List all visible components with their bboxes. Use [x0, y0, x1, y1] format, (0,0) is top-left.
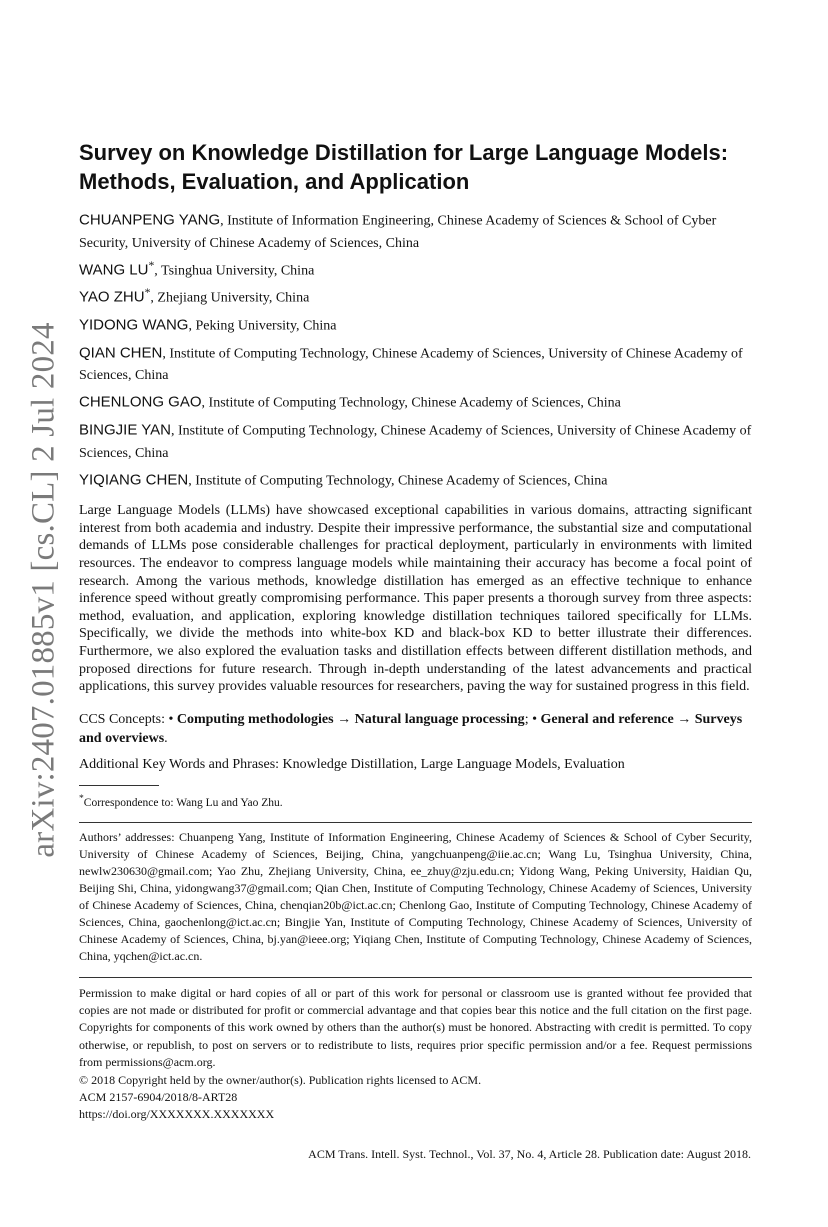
author-name: QIAN CHEN [79, 344, 163, 362]
author-entry [79, 338, 752, 388]
footnote-mark: * [79, 792, 84, 804]
section-divider [79, 822, 752, 823]
author-affiliation: , Institute of Computing Technology, Chinese Academy of Sciences, University of Chinese Academy of Sciences, China [79, 346, 743, 384]
ccs-suffix: . [164, 730, 168, 746]
ccs-prefix: CCS Concepts: • [79, 711, 177, 727]
author-affiliation: , Institute of Computing Technology, Chinese Academy of Sciences, University of Chinese Academy of Sciences, China [79, 423, 752, 461]
authors-addresses: Authors’ addresses: Chuanpeng Yang, Institute of Information Engineering, Chinese Academy of Sciences & School of Cyber Security, University of Chinese Academy of Sciences, Beijing, China, yangchuanpeng@iie.ac.cn; Wang Lu, Tsinghua University, China, newlw230630@gmail.com; Yao Zhu, Zhejiang University, China, ee_zhuy@zju.edu.cn; Yidong Wang, Peking University, Haidian Qu, Beijing Shi, China, yidongwang37@gmail.com; Qian Chen, Institute of Computing Technology, Chinese Academy of Sciences, University of Chinese Academy of Sciences, China, chenqian20b@ict.ac.cn; Chenlong Gao, Institute of Computing Technology, Chinese Academy of Sciences, China, gaochenlong@ict.ac.cn; Bingjie Yan, Institute of Computing Technology, Chinese Academy of Sciences, University of Chinese Academy of Sciences, China, bj.yan@ieee.org; Yiqiang Chen, Institute of Computing Technology, Chinese Academy of Sciences, China, yqchen@ict.ac.cn. [79, 829, 752, 963]
author-name: WANG LU [79, 261, 149, 279]
author-name: YAO ZHU [79, 288, 145, 306]
author-affiliation: , Zhejiang University, China [150, 290, 310, 306]
author-name: CHUANPENG YANG [79, 211, 221, 229]
doi-link[interactable]: https://doi.org/XXXXXXX.XXXXXXX [79, 1107, 275, 1122]
copyright-line: © 2018 Copyright held by the owner/author(s). Publication rights licensed to ACM. [79, 1072, 482, 1087]
footnote-divider [79, 785, 159, 786]
author-entry [79, 310, 752, 338]
journal-footer: ACM Trans. Intell. Syst. Technol., Vol. 37, No. 4, Article 28. Publication date: August 2018. [308, 1147, 751, 1161]
author-affiliation: , Tsinghua University, China [154, 263, 315, 279]
paper-first-page [79, 138, 752, 1124]
author-affiliation: , Institute of Information Engineering, Chinese Academy of Sciences & School of Cyber Security, University of Chinese Academy of Sciences, China [79, 213, 717, 251]
keywords: Additional Key Words and Phrases: Knowledge Distillation, Large Language Models, Evaluation [79, 756, 625, 772]
author-entry [79, 387, 752, 415]
permission-block [79, 985, 752, 1124]
paper-title: Survey on Knowledge Distillation for Large Language Models: Methods, Evaluation, and Application [79, 140, 729, 194]
permission-notice: Permission to make digital or hard copies of all or part of this work for personal or classroom use is granted without fee provided that copies are not made or distributed for profit or commercial advantage and that copies bear this notice and the full citation on the first page. Copyrights for components of this work owned by others than the author(s) must be honored. Abstracting with credit is permitted. To copy otherwise, or republish, to post on servers or to redistribute to lists, requires prior specific permission and/or a fee. Request permissions from permissions@acm.org. [79, 985, 752, 1070]
ccs-concept: Computing methodologies → Natural language processing [176, 711, 525, 727]
author-mark: * [144, 286, 151, 300]
ccs-separator: ; • [524, 711, 541, 727]
author-affiliation: , Institute of Computing Technology, Chinese Academy of Sciences, China [188, 473, 608, 489]
author-entry [79, 415, 752, 465]
correspondence-footnote [79, 791, 752, 811]
acm-code: ACM 2157-6904/2018/8-ART28 [79, 1090, 238, 1105]
arxiv-identifier-stamp: arXiv:2407.01885v1 [cs.CL] 2 Jul 2024 [25, 322, 62, 858]
section-divider [79, 977, 752, 978]
author-affiliation: , Peking University, China [188, 318, 337, 334]
author-entry [79, 282, 752, 310]
ccs-concept: General and reference → Surveys and overviews [79, 711, 743, 746]
author-entry [79, 255, 752, 283]
author-entry [79, 465, 752, 493]
abstract: Large Language Models (LLMs) have showcased exceptional capabilities in various domains, attracting significant interest from both academia and industry. Despite their impressive performance, the substantial size and computational demands of LLMs pose considerable challenges for practical deployment, particularly in environments with limited resources. The endeavor to compress language models while maintaining their accuracy has become a focal point of research. Among the various methods, knowledge distillation has emerged as an effective technique to enhance inference speed without greatly compromising performance. This paper presents a thorough survey from three aspects: method, evaluation, and application, exploring knowledge distillation techniques tailored specifically for LLMs. Specifically, we divide the methods into white-box KD and black-box KD to better illustrate their differences. Furthermore, we also explored the evaluation tasks and distillation effects between different distillation methods, and proposed directions for future research. Through in-depth understanding of the latest advancements and practical applications, this survey provides valuable resources for researchers, paving the way for sustained progress in this field. [79, 503, 752, 695]
author-name: CHENLONG GAO [79, 393, 202, 411]
author-affiliation: , Institute of Computing Technology, Chinese Academy of Sciences, China [201, 395, 621, 411]
ccs-concepts [79, 710, 752, 748]
author-name: YIDONG WANG [79, 316, 189, 334]
author-mark: * [148, 258, 155, 272]
author-list [79, 205, 752, 492]
author-name: YIQIANG CHEN [79, 471, 189, 489]
author-entry [79, 205, 752, 255]
author-name: BINGJIE YAN [79, 421, 171, 439]
footnote-text: Correspondence to: Wang Lu and Yao Zhu. [83, 796, 283, 809]
